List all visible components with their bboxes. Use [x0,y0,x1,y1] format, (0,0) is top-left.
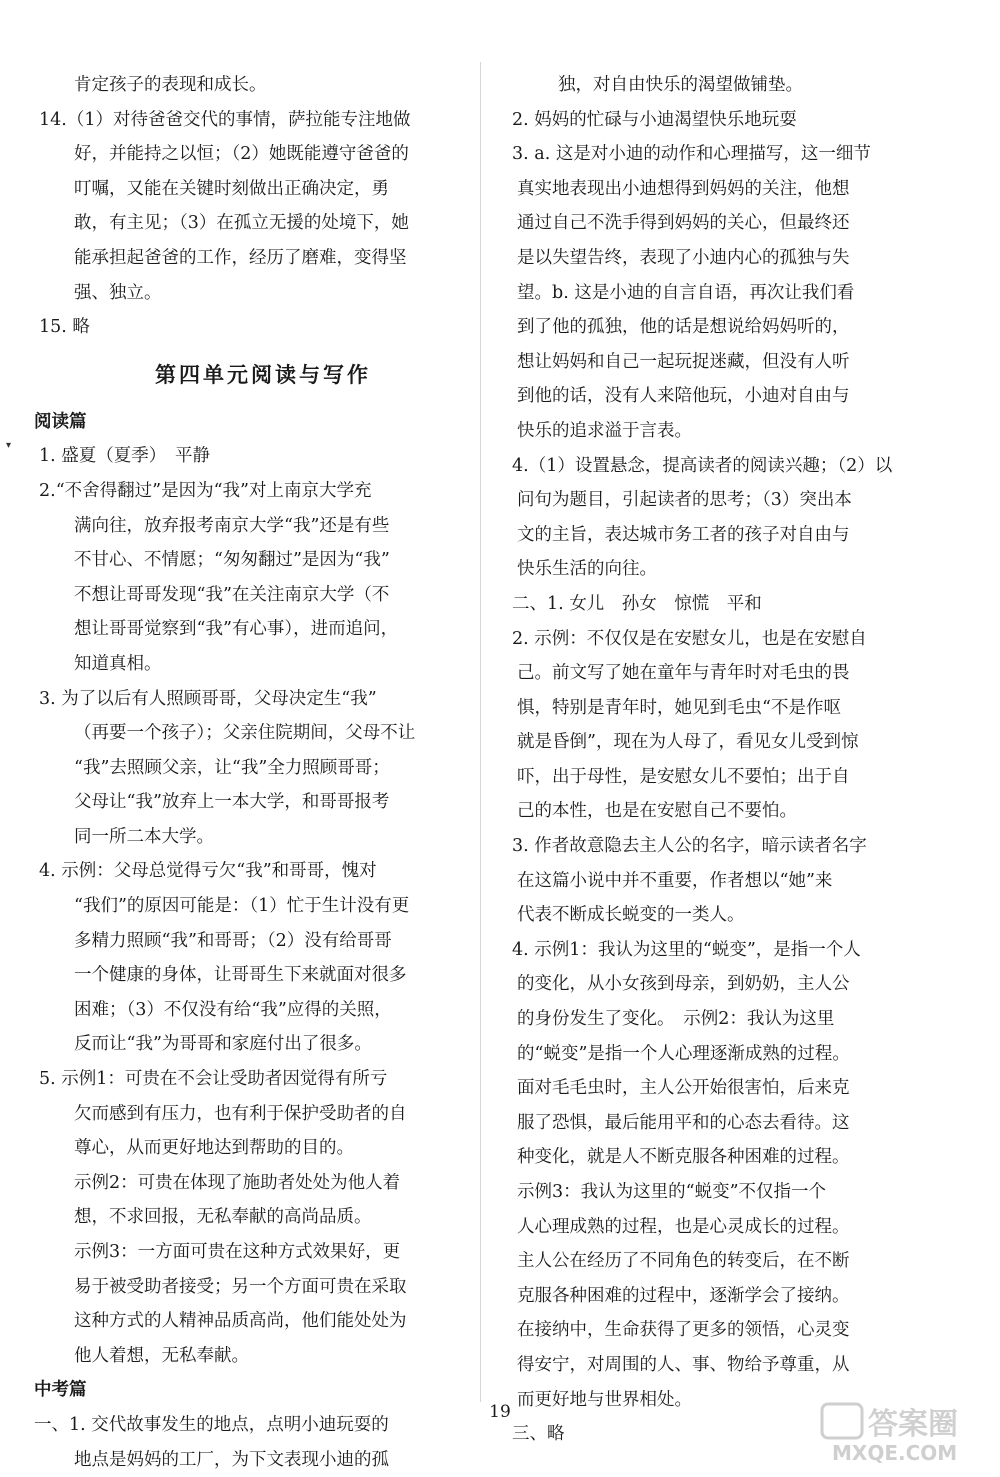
answer-line: 在这篇小说中并不重要，作者想以“她”来 [517,870,833,891]
answer-line: 到了他的孤独，他的话是想说给妈妈听的， [517,317,850,338]
answer-line: 想让妈妈和自己一起玩捉迷藏，但没有人听 [517,351,850,372]
answer-line: 困难；（3）不仅没有给“我”应得的关照， [74,999,392,1020]
answer-line: 尊心，从而更好地达到帮助的目的。 [74,1138,354,1159]
answer-line: 反而让“我”为哥哥和家庭付出了很多。 [74,1034,372,1055]
answer-line: 15. 略 [39,317,90,338]
answer-line: 4.（1）设置悬念，提高读者的阅读兴趣；（2）以 [512,455,893,476]
answer-line: 同一所二本大学。 [74,826,214,847]
column-divider [480,62,481,1402]
answer-line: 敢，有主见；（3）在孤立无援的处境下，她 [74,213,409,234]
answer-line: 真实地表现出小迪想得到妈妈的关注，他想 [517,178,850,199]
answer-line: 一个健康的身体，让哥哥生下来就面对很多 [74,965,407,986]
answer-line: 种变化，就是人不断克服各种困难的过程。 [517,1147,850,1168]
answer-line: 强、独立。 [74,282,162,303]
answer-line: 通过自己不洗手得到妈妈的关心，但最终还 [517,213,850,234]
answer-line: 不甘心、不情愿；“匆匆翻过”是因为“我” [74,550,390,571]
answer-line: 到他的话，没有人来陪他玩，小迪对自由与 [517,386,850,407]
answer-line: 示例3：一方面可贵在这种方式效果好，更 [74,1242,401,1262]
answer-line: 文的主旨，表达城市务工者的孩子对自由与 [517,524,850,545]
answer-line: 得安宁，对周围的人、事、物给予尊重，从 [517,1354,850,1375]
answer-line: 克服各种困难的过程中，逐渐学会了接纳。 [517,1285,850,1306]
answer-line: （再要一个孩子）；父亲住院期间，父母不让 [74,723,416,744]
answer-line: 在接纳中，生命获得了更多的领悟，心灵变 [517,1320,850,1341]
answer-line: 不想让哥哥发现“我”在关注南京大学（不 [74,584,390,605]
answer-line: 2. 示例：不仅仅是在安慰女儿，也是在安慰自 [512,628,867,649]
reading-heading: 阅读篇 [34,411,87,432]
answer-line: “我们”的原因可能是：（1）忙于生计没有更 [74,896,410,917]
answer-line: 5. 示例1：可贵在不会让受助者因觉得有所亏 [39,1069,388,1090]
page-number: 19 [489,1402,511,1422]
answer-line: 14.（1）对待爸爸交代的事情，萨拉能专注地做 [39,109,411,130]
left-top-answers [34,68,452,345]
answer-line: 人心理成熟的过程，也是心灵成长的过程。 [517,1216,850,1237]
exam-heading: 中考篇 [34,1380,87,1401]
answer-line: 3. 为了以后有人照顾哥哥，父母决定生“我” [39,688,377,709]
watermark-text-top: 答案圈 [868,1407,958,1442]
reading-answers [34,439,452,1373]
answer-line: 示例3：我认为这里的“蜕变”不仅指一个 [517,1182,827,1202]
answer-line: 好，并能持之以恒；（2）她既能遵守爸爸的 [74,144,409,165]
answer-line: 二、1. 女儿 孙女 惊慌 平和 [512,593,762,614]
answer-line: 代表不断成长蜕变的一类人。 [517,905,745,926]
answer-line: 父母让“我”放弃上一本大学，和哥哥报考 [74,792,390,813]
answer-line: 3. a. 这是对小迪的动作和心理描写，这一细节 [512,144,871,165]
answer-line: 的变化，从小女孩到母亲，到奶奶，主人公 [517,974,850,995]
answer-line: 肯定孩子的表现和成长。 [74,75,267,95]
answer-line: 己。前文写了她在童年与青年时对毛虫的畏 [517,663,850,684]
watermark-text-bottom: MXQE.COM [832,1441,958,1465]
answer-line: 惧，特别是青年时，她见到毛虫“不是作呕 [517,697,841,718]
answer-line: 多精力照顾“我”和哥哥；（2）没有给哥哥 [74,930,392,951]
answer-line: 快乐生活的向往。 [517,559,657,580]
answer-line: 能承担起爸爸的工作，经历了磨难，变得坚 [74,247,407,268]
answer-line: 满向往，放弃报考南京大学“我”还是有些 [74,515,390,536]
watermark-logo [818,1400,998,1466]
answer-line: 问句为题目，引起读者的思考；（3）突出本 [517,490,852,511]
margin-mark: ▾ [6,440,12,451]
answer-line: 示例2：可贵在体现了施助者处处为他人着 [74,1172,401,1193]
answer-line: 己的本性，也是在安慰自己不要怕。 [517,801,797,822]
answer-line: 就是昏倒”，现在为人母了，看见女儿受到惊 [517,732,859,753]
answer-line: 快乐的追求溢于言表。 [517,420,692,441]
answer-line: 而更好地与世界相处。 [517,1389,692,1410]
answer-line: “我”去照顾父亲，让“我”全力照顾哥哥； [74,757,390,778]
answer-line: 的“蜕变”是指一个人心理逐渐成熟的过程。 [517,1043,850,1064]
answer-line: 易于被受助者接受；另一个方面可贵在采取 [74,1276,407,1297]
answer-line: 欠而感到有压力，也有利于保护受助者的自 [74,1103,407,1124]
answer-line: 2.“不舍得翻过”是因为“我”对上南京大学充 [39,480,372,501]
answer-line: 4. 示例：父母总觉得亏欠“我”和哥哥，愧对 [39,861,377,882]
answer-line: 主人公在经历了不同角色的转变后，在不断 [517,1251,850,1272]
answer-line: 地点是妈妈的工厂，为下文表现小迪的孤 [74,1449,389,1470]
answer-line: 一、1. 交代故事发生的地点，点明小迪玩耍的 [34,1414,389,1435]
answer-line: 望。b. 这是小迪的自言自语，再次让我们看 [517,282,855,303]
right-answers [512,68,932,1452]
answer-line: 独，对自由快乐的渴望做铺垫。 [558,75,803,95]
answer-line: 是以失望告终，表现了小迪内心的孤独与失 [517,247,850,268]
answer-line: 1. 盛夏（夏季） 平静 [39,446,211,467]
answer-line: 叮嘱，又能在关键时刻做出正确决定，勇 [74,178,389,199]
answer-line: 知道真相。 [74,653,162,674]
answer-line: 的身份发生了变化。 示例2：我认为这里 [517,1009,835,1030]
answer-line: 2. 妈妈的忙碌与小迪渴望快乐地玩耍 [512,109,797,130]
right-column [512,68,932,1452]
answer-line: 这种方式的人精神品质高尚，他们能处处为 [74,1311,407,1332]
answer-line: 想，不求回报，无私奉献的高尚品质。 [74,1207,372,1228]
unit-title: 第四单元阅读与写作 [155,361,371,387]
answer-line: 4. 示例1：我认为这里的“蜕变”，是指一个人 [512,939,861,960]
answer-line: 想让哥哥觉察到“我”有心事），进而追问， [74,619,399,640]
answer-line: 服了恐惧，最后能用平和的心态去看待。这 [517,1112,850,1133]
answer-line: 三、略 [512,1424,565,1445]
answer-line: 面对毛毛虫时，主人公开始很害怕，后来克 [517,1078,850,1099]
answer-line: 吓，出于母性，是安慰女儿不要怕；出于自 [517,766,850,787]
answer-line: 3. 作者故意隐去主人公的名字，暗示读者名字 [512,836,867,857]
watermark-badge [822,1404,862,1438]
left-column [34,68,452,1477]
answer-line: 他人着想，无私奉献。 [74,1345,249,1366]
